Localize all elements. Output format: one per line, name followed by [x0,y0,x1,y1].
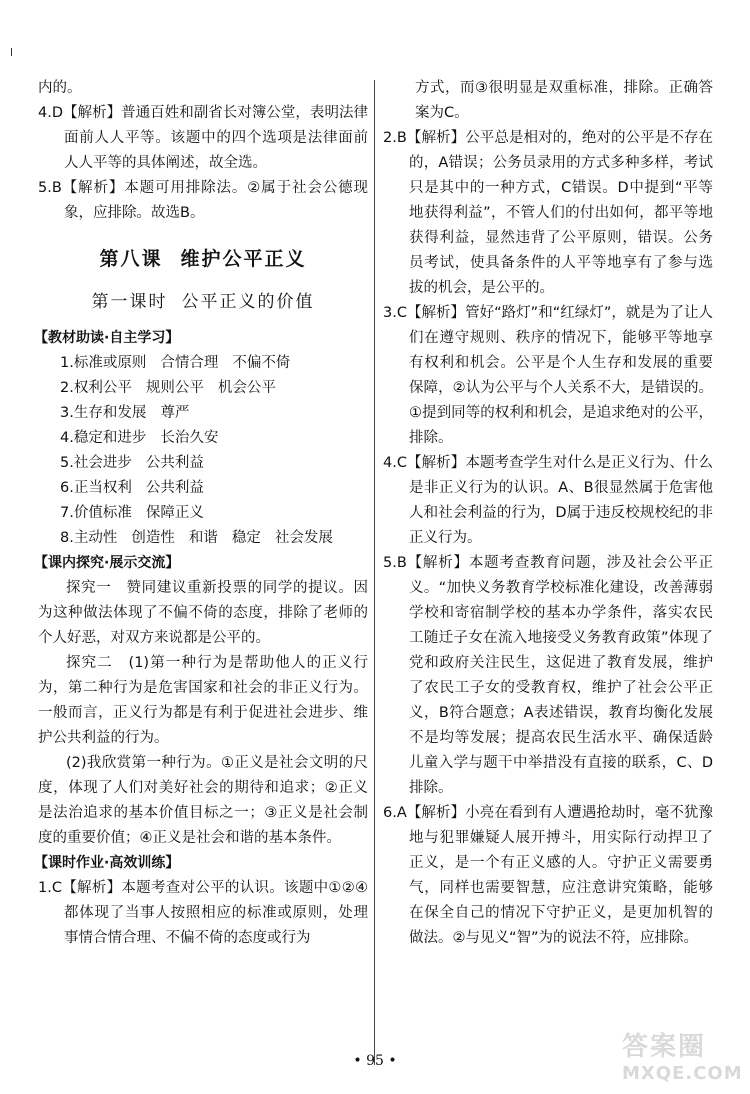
answer-row: 3.生存和发展 尊严 [60,405,190,421]
watermark-text-top: 答案圈 [622,1032,707,1062]
explore-two-part2: (2)我欣赏第一种行为。①正义是社会文明的尺度，体现了人们对美好社会的期待和追求；②正义是法治追求的基本价值目标之一；③正义是社会制度的重要价值；④正义是社会和谐的基本条件。 [38,755,368,846]
question-1: 1.C【解析】本题考查对公平的认识。该题中①②④都体现了当事人按照相应的标准或原则，处理事情合情合理、不偏不倚的态度或行为 [38,880,368,946]
continued-text: 内的。 [38,80,82,96]
subsection-name: 公平正义的价值 [181,292,315,312]
corner-tick-mark [11,48,12,56]
lesson-title [38,244,368,271]
subsection-title [38,287,368,312]
question-5: 5.B【解析】本题考查教育问题，涉及社会公平正义。“加快义务教育学校标准化建设，改善薄弱学校和寄宿制学校的基本办学条件，落实农民工随迁子女在流入地接受义务教育政策”体现了党和政府关注民生，这促进了教育发展，维护了农民工子女的受教育权，维护了社会公平正义，B符合题意；A表述错误，教育均衡化发展不是均等发展；提高农民生活水平、确保适龄儿童入学与题干中举措没有直接的联系，C、D排除。 [383,555,713,796]
watermark-logo [622,1026,742,1088]
answer-row: 4.稳定和进步 长治久安 [60,430,219,446]
answer-item-4: 4.D【解析】普通百姓和副省长对簿公堂，表明法律面前人人平等。该题中的四个选项是法律面前人人平等的具体阐述，故全选。 [38,105,368,171]
subsection-number: 第一课时 [91,292,168,312]
section-heading-homework: 【课时作业·高效训练】 [34,855,180,871]
section-heading-self-study: 【教材助读·自主学习】 [34,330,180,346]
question-4: 4.C【解析】本题考查学生对什么是正义行为、什么是非正义行为的认识。A、B很显然属于危害他人和社会利益的行为，D属于违反校规校纪的非正义行为。 [383,455,713,546]
column-divider [374,80,375,1065]
lesson-name: 维护公平正义 [180,248,307,270]
answer-row: 1.标准或原则 合情合理 不偏不倚 [60,355,291,371]
answer-row: 8.主动性 创造性 和谐 稳定 社会发展 [60,530,333,546]
right-column [383,76,713,951]
answer-row: 6.正当权利 公共利益 [60,480,204,496]
section-heading-explore: 【课内探究·展示交流】 [34,555,180,571]
answer-item-5: 5.B【解析】本题可用排除法。②属于社会公德现象，应排除。故选B。 [38,180,368,221]
answer-row: 7.价值标准 保障正义 [60,505,204,521]
left-column [34,76,368,951]
question-3: 3.C【解析】管好“路灯”和“红绿灯”，就是为了让人们在遵守规则、秩序的情况下，能够平等地享有权利和机会。公平是个人生存和发展的重要保障，②认为公平与个人关系不大，是错误的。①提到同等的权利和机会，是追求绝对的公平，排除。 [383,305,713,446]
answer-row: 2.权利公平 规则公平 机会公平 [60,380,276,396]
question-1-continued: 方式，而③很明显是双重标准，排除。正确答案为C。 [415,80,713,121]
explore-one: 探究一 赞同建议重新投票的同学的提议。因为这种做法体现了不偏不倚的态度，排除了老师的个人好恶，对双方来说都是公平的。 [38,580,368,646]
watermark-text-bottom: MXQE.COM [622,1063,743,1084]
question-6: 6.A【解析】小亮在看到有人遭遇抢劫时，毫不犹豫地与犯罪嫌疑人展开搏斗，用实际行动捍卫了正义，是一个有正义感的人。守护正义需要勇气，同样也需要智慧，应注意讲究策略，能够在保全自己的情况下守护正义，是更加机智的做法。②与见义“智”为的说法不符，应排除。 [383,805,713,946]
explore-two: 探究二 (1)第一种行为是帮助他人的正义行为，第二种行为是危害国家和社会的非正义行为。一般而言，正义行为都是有利于促进社会进步、维护公共利益的行为。 [38,655,368,746]
fill-in-answers [38,351,368,551]
question-2: 2.B【解析】公平总是相对的，绝对的公平是不存在的，A错误；公务员录用的方式多种多样，考试只是其中的一种方式，C错误。D中提到“平等地获得利益”，不管人们的付出如何，都平等地获得利益，显然违背了公平原则，错误。公务员考试，使具备条件的人平等地享有了参与选拔的机会，是公平的。 [383,130,713,296]
answer-row: 5.社会进步 公共利益 [60,455,204,471]
page-number: • 95 • [353,1053,397,1069]
lesson-number: 第八课 [99,248,163,270]
